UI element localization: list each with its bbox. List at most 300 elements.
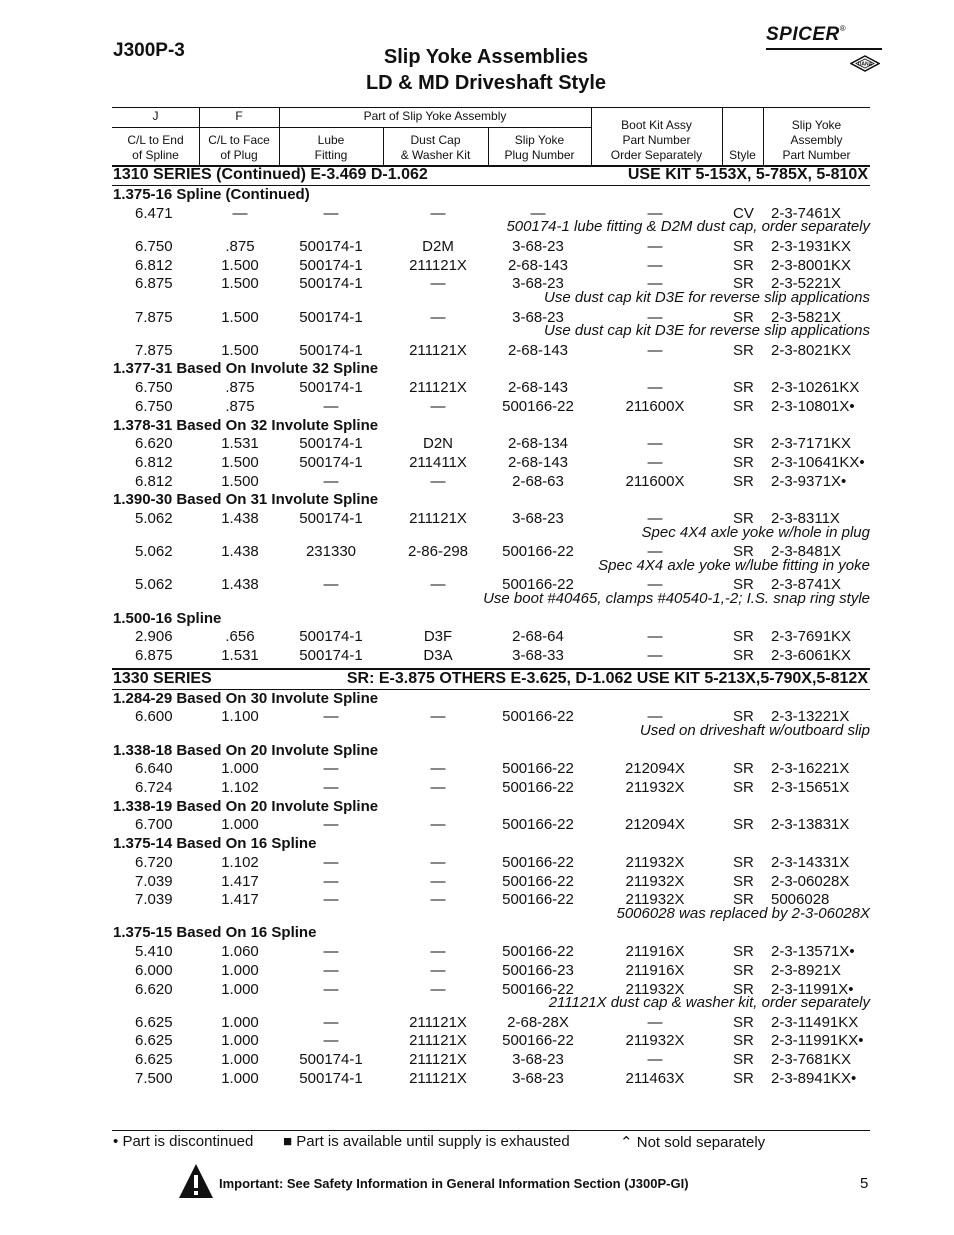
cell-boot-kit: 211932X bbox=[625, 779, 685, 796]
cell-cl-face: 1.000 bbox=[221, 1051, 259, 1069]
cell-cl-end: 6.724 bbox=[135, 779, 173, 796]
cell-dust-cap: 211121X bbox=[409, 379, 467, 397]
table-header bbox=[112, 107, 870, 167]
document-code: J300P-3 bbox=[113, 40, 185, 61]
cell-cl-face: 1.438 bbox=[221, 543, 259, 561]
cell-lube-fitting: 500174-1 bbox=[299, 256, 363, 274]
cell-style: SR bbox=[733, 1069, 754, 1087]
cell-plug-number: 500166-23 bbox=[502, 961, 574, 979]
header-plug: Slip Yoke Plug Number bbox=[504, 133, 575, 162]
cell-cl-end: 6.875 bbox=[135, 647, 173, 664]
cell-dust-cap: 211121X bbox=[409, 1032, 467, 1050]
cell-boot-kit: — bbox=[647, 453, 663, 471]
warning-icon bbox=[178, 1163, 214, 1199]
cell-lube-fitting: — bbox=[323, 472, 339, 490]
cell-boot-kit: — bbox=[647, 237, 663, 255]
cell-style: SR bbox=[733, 628, 754, 646]
cell-plug-number: 3-68-23 bbox=[512, 275, 564, 293]
cell-cl-end: 6.700 bbox=[135, 816, 173, 834]
cell-cl-face: .875 bbox=[225, 397, 255, 415]
cell-plug-number: 3-68-23 bbox=[512, 510, 564, 527]
cell-style: SR bbox=[733, 341, 754, 359]
table-row bbox=[0, 398, 954, 417]
cell-dust-cap: — bbox=[430, 779, 446, 796]
cell-dust-cap: — bbox=[430, 891, 446, 909]
cell-style: SR bbox=[733, 453, 754, 471]
spline-group-heading: 1.375-14 Based On 16 Spline bbox=[113, 835, 317, 853]
cell-lube-fitting: — bbox=[323, 872, 339, 890]
cell-style: SR bbox=[733, 1051, 754, 1069]
series-header bbox=[112, 165, 870, 185]
cell-assembly-number: 2-3-14331X bbox=[771, 853, 850, 871]
cell-style: SR bbox=[733, 510, 754, 527]
cell-dust-cap: — bbox=[430, 308, 446, 326]
dana-logo-icon bbox=[850, 55, 880, 72]
cell-lube-fitting: — bbox=[323, 576, 339, 594]
cell-assembly-number: 2-3-15651X bbox=[771, 779, 850, 796]
cell-dust-cap: D3A bbox=[423, 647, 453, 664]
cell-cl-end: 6.625 bbox=[135, 1051, 173, 1069]
cell-style: CV bbox=[733, 204, 754, 222]
cell-lube-fitting: — bbox=[323, 708, 339, 726]
row-note: Used on driveshaft w/outboard slip bbox=[639, 722, 870, 740]
cell-lube-fitting: — bbox=[323, 961, 339, 979]
title-line-1: Slip Yoke Assemblies bbox=[383, 46, 589, 68]
cell-cl-end: 7.039 bbox=[135, 891, 173, 909]
cell-cl-end: 6.620 bbox=[135, 435, 173, 453]
row-note: Spec 4X4 axle yoke w/hole in plug bbox=[641, 523, 870, 541]
cell-plug-number: 2-68-28X bbox=[507, 1013, 569, 1031]
spline-group-heading: 1.500-16 Spline bbox=[113, 609, 222, 627]
cell-cl-face: 1.102 bbox=[221, 779, 259, 796]
cell-style: SR bbox=[733, 1013, 754, 1031]
cell-lube-fitting: — bbox=[323, 853, 339, 871]
cell-style: SR bbox=[733, 275, 754, 293]
cell-lube-fitting: 500174-1 bbox=[299, 237, 363, 255]
cell-cl-end: 5.062 bbox=[135, 543, 173, 561]
cell-plug-number: 2-68-143 bbox=[507, 256, 569, 274]
cell-plug-number: — bbox=[530, 204, 546, 222]
cell-plug-number: 500166-22 bbox=[502, 872, 574, 890]
series-header bbox=[112, 669, 870, 689]
cell-dust-cap: 211121X bbox=[409, 1069, 467, 1087]
series-title: 1330 SERIES bbox=[113, 669, 212, 687]
cell-cl-end: 6.625 bbox=[135, 1032, 173, 1050]
cell-plug-number: 500166-22 bbox=[502, 708, 574, 726]
row-note: Use boot #40465, clamps #40540-1,-2; I.S. snap ring style bbox=[483, 590, 870, 608]
series-spec: SR: E-3.875 OTHERS E-3.625, D-1.062 USE KIT 5-213X,5-790X,5-812X bbox=[346, 669, 868, 687]
table-row bbox=[0, 873, 954, 892]
table-row bbox=[0, 962, 954, 981]
cell-style: SR bbox=[733, 1032, 754, 1050]
cell-plug-number: 500166-22 bbox=[502, 576, 574, 594]
table-row bbox=[0, 379, 954, 398]
cell-assembly-number: 2-3-8021KX bbox=[771, 341, 852, 359]
cell-cl-end: 6.750 bbox=[135, 237, 173, 255]
cell-dust-cap: 211121X bbox=[409, 341, 467, 359]
cell-cl-end: 7.875 bbox=[135, 308, 173, 326]
cell-assembly-number: 2-3-8741X bbox=[771, 576, 842, 594]
spline-group-heading: 1.390-30 Based On 31 Involute Spline bbox=[113, 491, 379, 509]
table-row bbox=[0, 257, 954, 276]
cell-dust-cap: D2N bbox=[422, 435, 453, 453]
table-row bbox=[0, 760, 954, 779]
cell-boot-kit: 211600X bbox=[625, 397, 685, 415]
cell-cl-face: 1.100 bbox=[221, 708, 259, 726]
table-row bbox=[0, 854, 954, 873]
cell-cl-end: 6.000 bbox=[135, 961, 173, 979]
cell-boot-kit: — bbox=[647, 628, 663, 646]
cell-boot-kit: 211463X bbox=[625, 1069, 685, 1087]
logo-rule bbox=[766, 48, 882, 50]
spline-group-heading: 1.375-15 Based On 16 Spline bbox=[113, 924, 317, 942]
cell-cl-end: 6.812 bbox=[135, 256, 173, 274]
cell-cl-end: 6.812 bbox=[135, 472, 173, 490]
cell-assembly-number: 2-3-8921X bbox=[771, 961, 842, 979]
header-dust-cap: Dust Cap & Washer Kit bbox=[400, 133, 471, 162]
cell-cl-end: 6.471 bbox=[135, 204, 173, 222]
spline-group-heading: 1.375-16 Spline (Continued) bbox=[113, 186, 310, 203]
cell-dust-cap: 211121X bbox=[409, 1051, 467, 1069]
cell-cl-face: 1.500 bbox=[221, 453, 259, 471]
cell-lube-fitting: 500174-1 bbox=[299, 628, 363, 646]
cell-cl-face: 1.531 bbox=[221, 647, 259, 664]
cell-cl-end: 6.640 bbox=[135, 760, 173, 778]
cell-cl-face: 1.500 bbox=[221, 275, 259, 293]
cell-assembly-number: 2-3-8001KX bbox=[771, 256, 852, 274]
header-j: J bbox=[152, 109, 159, 123]
header-cl-end: C/L to End of Spline bbox=[127, 133, 184, 162]
cell-style: SR bbox=[733, 472, 754, 490]
table-row bbox=[0, 1014, 954, 1033]
cell-plug-number: 2-68-64 bbox=[512, 628, 564, 646]
cell-cl-face: 1.500 bbox=[221, 308, 259, 326]
cell-lube-fitting: — bbox=[323, 1032, 339, 1050]
cell-cl-end: 6.600 bbox=[135, 708, 173, 726]
cell-dust-cap: 2-86-298 bbox=[407, 543, 469, 561]
cell-cl-face: 1.500 bbox=[221, 341, 259, 359]
cell-cl-face: .875 bbox=[225, 379, 255, 397]
cell-style: SR bbox=[733, 397, 754, 415]
cell-dust-cap: — bbox=[430, 853, 446, 871]
cell-style: SR bbox=[733, 760, 754, 778]
cell-assembly-number: 2-3-16221X bbox=[771, 760, 850, 778]
page-number: 5 bbox=[860, 1175, 869, 1192]
cell-style: SR bbox=[733, 891, 754, 909]
cell-style: SR bbox=[733, 872, 754, 890]
cell-lube-fitting: — bbox=[323, 779, 339, 796]
spline-group-heading: 1.377-31 Based On Involute 32 Spline bbox=[113, 360, 379, 378]
table-row bbox=[0, 1051, 954, 1070]
cell-plug-number: 500166-22 bbox=[502, 397, 574, 415]
cell-boot-kit: — bbox=[647, 275, 663, 293]
table-row bbox=[0, 779, 954, 798]
cell-lube-fitting: 231330 bbox=[305, 543, 357, 561]
cell-lube-fitting: 500174-1 bbox=[299, 1051, 363, 1069]
cell-dust-cap: — bbox=[430, 397, 446, 415]
cell-cl-end: 6.720 bbox=[135, 853, 173, 871]
cell-dust-cap: — bbox=[430, 275, 446, 293]
cell-plug-number: 3-68-23 bbox=[512, 1051, 564, 1069]
cell-cl-face: 1.000 bbox=[221, 961, 259, 979]
legend-discontinued: • Part is discontinued bbox=[113, 1133, 254, 1150]
row-note: 211121X dust cap & washer kit, order separately bbox=[548, 994, 870, 1012]
cell-lube-fitting: 500174-1 bbox=[299, 435, 363, 453]
cell-cl-face: 1.000 bbox=[221, 980, 259, 998]
cell-plug-number: 500166-22 bbox=[502, 779, 574, 796]
logo-sub: DANA bbox=[857, 61, 873, 68]
title-line-2: LD & MD Driveshaft Style bbox=[365, 72, 607, 94]
cell-cl-end: 7.500 bbox=[135, 1069, 173, 1087]
cell-cl-face: 1.102 bbox=[221, 853, 259, 871]
row-note: Use dust cap kit D3E for reverse slip applications bbox=[544, 322, 870, 340]
cell-assembly-number: 2-3-9371X• bbox=[771, 472, 847, 490]
cell-dust-cap: 211411X bbox=[409, 453, 467, 471]
cell-boot-kit: — bbox=[647, 341, 663, 359]
cell-style: SR bbox=[733, 308, 754, 326]
cell-lube-fitting: — bbox=[323, 891, 339, 909]
table-row bbox=[0, 943, 954, 962]
cell-lube-fitting: — bbox=[323, 1013, 339, 1031]
cell-plug-number: 500166-22 bbox=[502, 853, 574, 871]
spline-group-heading: 1.284-29 Based On 30 Involute Spline bbox=[113, 689, 379, 707]
legend-not-sold: ⌃ Not sold separately bbox=[620, 1134, 766, 1151]
logo-brand: SPICER bbox=[766, 24, 840, 45]
cell-lube-fitting: — bbox=[323, 204, 339, 222]
cell-boot-kit: — bbox=[647, 308, 663, 326]
cell-boot-kit: — bbox=[647, 647, 663, 664]
cell-assembly-number: 5006028 bbox=[771, 891, 830, 909]
cell-cl-end: 7.039 bbox=[135, 872, 173, 890]
header-assembly: Slip Yoke Assembly Part Number bbox=[782, 118, 851, 162]
cell-style: SR bbox=[733, 576, 754, 594]
cell-plug-number: 2-68-134 bbox=[507, 435, 569, 453]
cell-dust-cap: D2M bbox=[422, 237, 454, 255]
spicer-logo bbox=[766, 24, 884, 74]
cell-lube-fitting: 500174-1 bbox=[299, 1069, 363, 1087]
cell-cl-end: 6.812 bbox=[135, 453, 173, 471]
cell-style: SR bbox=[733, 980, 754, 998]
cell-assembly-number: 2-3-8941KX• bbox=[771, 1069, 857, 1087]
spline-group-heading: 1.338-18 Based On 20 Involute Spline bbox=[113, 741, 379, 759]
cell-assembly-number: 2-3-6061KX bbox=[771, 647, 852, 664]
table-row bbox=[0, 647, 954, 666]
row-note: Spec 4X4 axle yoke w/lube fitting in yoke bbox=[598, 556, 870, 574]
cell-dust-cap: — bbox=[430, 816, 446, 834]
cell-dust-cap: — bbox=[430, 961, 446, 979]
cell-assembly-number: 2-3-7171KX bbox=[771, 435, 852, 453]
cell-dust-cap: — bbox=[430, 472, 446, 490]
cell-boot-kit: — bbox=[647, 1013, 663, 1031]
cell-plug-number: 3-68-33 bbox=[512, 647, 564, 664]
cell-boot-kit: — bbox=[647, 510, 663, 527]
cell-boot-kit: — bbox=[647, 1051, 663, 1069]
cell-plug-number: 2-68-143 bbox=[507, 453, 569, 471]
series-spec: USE KIT 5-153X, 5-785X, 5-810X bbox=[627, 166, 868, 183]
cell-boot-kit: 211932X bbox=[625, 1032, 685, 1050]
cell-assembly-number: 2-3-11991KX• bbox=[771, 1032, 864, 1050]
spline-group-heading: 1.378-31 Based On 32 Involute Spline bbox=[113, 416, 379, 434]
cell-lube-fitting: 500174-1 bbox=[299, 275, 363, 293]
table-row bbox=[0, 816, 954, 835]
header-lube: Lube Fitting bbox=[314, 133, 348, 162]
header-f: F bbox=[235, 109, 243, 123]
cell-boot-kit: 211932X bbox=[625, 980, 685, 998]
table-row bbox=[0, 454, 954, 473]
cell-dust-cap: — bbox=[430, 760, 446, 778]
cell-cl-face: 1.000 bbox=[221, 816, 259, 834]
table-row bbox=[0, 238, 954, 257]
cell-assembly-number: 2-3-13831X bbox=[771, 816, 850, 834]
cell-cl-end: 6.750 bbox=[135, 397, 173, 415]
cell-cl-face: 1.438 bbox=[221, 510, 259, 527]
cell-dust-cap: — bbox=[430, 980, 446, 998]
cell-style: SR bbox=[733, 543, 754, 561]
cell-boot-kit: 212094X bbox=[624, 816, 686, 834]
cell-assembly-number: 2-3-06028X bbox=[771, 872, 850, 890]
cell-cl-face: 1.000 bbox=[221, 760, 259, 778]
cell-assembly-number: 2-3-7691KX bbox=[771, 628, 852, 646]
cell-assembly-number: 2-3-13571X• bbox=[771, 943, 855, 961]
cell-lube-fitting: 500174-1 bbox=[299, 308, 363, 326]
cell-plug-number: 500166-22 bbox=[502, 891, 574, 909]
legend-rule bbox=[112, 1130, 870, 1131]
cell-lube-fitting: — bbox=[323, 816, 339, 834]
cell-dust-cap: — bbox=[430, 708, 446, 726]
cell-boot-kit: 211932X bbox=[625, 853, 685, 871]
cell-lube-fitting: 500174-1 bbox=[299, 379, 363, 397]
cell-assembly-number: 2-3-13221X bbox=[771, 708, 850, 726]
cell-cl-end: 6.620 bbox=[135, 980, 173, 998]
row-note: 5006028 was replaced by 2-3-06028X bbox=[616, 904, 870, 922]
logo-reg: ® bbox=[839, 24, 846, 33]
cell-boot-kit: 211916X bbox=[625, 961, 685, 979]
cell-cl-face: 1.438 bbox=[221, 576, 259, 594]
cell-plug-number: 500166-22 bbox=[502, 760, 574, 778]
cell-boot-kit: — bbox=[647, 576, 663, 594]
table-row bbox=[0, 473, 954, 492]
cell-cl-end: 2.906 bbox=[135, 628, 173, 646]
cell-cl-end: 5.410 bbox=[135, 943, 173, 961]
cell-dust-cap: D3F bbox=[423, 628, 453, 646]
header-boot-kit: Boot Kit Assy Part Number Order Separately bbox=[610, 118, 703, 162]
cell-boot-kit: — bbox=[647, 708, 663, 726]
cell-cl-face: 1.060 bbox=[221, 943, 259, 961]
cell-dust-cap: — bbox=[430, 576, 446, 594]
cell-cl-end: 6.625 bbox=[135, 1013, 173, 1031]
cell-cl-face: 1.000 bbox=[221, 1069, 259, 1087]
row-note: Use dust cap kit D3E for reverse slip applications bbox=[544, 289, 870, 306]
cell-plug-number: 2-68-63 bbox=[512, 472, 564, 490]
cell-style: SR bbox=[733, 379, 754, 397]
table-row bbox=[0, 435, 954, 454]
cell-dust-cap: — bbox=[430, 872, 446, 890]
cell-style: SR bbox=[733, 256, 754, 274]
cell-assembly-number: 2-3-10261KX bbox=[771, 379, 860, 397]
row-note: 500174-1 lube fitting & D2M dust cap, order separately bbox=[506, 218, 870, 236]
cell-cl-face: 1.000 bbox=[221, 1013, 259, 1031]
cell-style: SR bbox=[733, 708, 754, 726]
header-cl-face: C/L to Face of Plug bbox=[208, 133, 270, 162]
cell-cl-face: 1.500 bbox=[221, 256, 259, 274]
cell-cl-end: 5.062 bbox=[135, 510, 173, 527]
cell-cl-face: 1.000 bbox=[221, 1032, 259, 1050]
header-style: Style bbox=[729, 148, 756, 162]
cell-plug-number: 3-68-23 bbox=[512, 237, 564, 255]
cell-plug-number: 2-68-143 bbox=[507, 341, 569, 359]
cell-assembly-number: 2-3-8481X bbox=[771, 543, 842, 561]
table-row bbox=[0, 1070, 954, 1089]
cell-dust-cap: 211121X bbox=[409, 256, 467, 274]
cell-lube-fitting: — bbox=[323, 397, 339, 415]
cell-boot-kit: 211932X bbox=[625, 872, 685, 890]
cell-boot-kit: — bbox=[647, 256, 663, 274]
cell-dust-cap: 211121X bbox=[409, 510, 467, 527]
cell-cl-end: 7.875 bbox=[135, 341, 173, 359]
cell-boot-kit: — bbox=[647, 204, 663, 222]
table-row bbox=[0, 628, 954, 647]
cell-assembly-number: 2-3-11991X• bbox=[771, 980, 854, 998]
cell-boot-kit: — bbox=[647, 543, 663, 561]
cell-cl-face: .875 bbox=[225, 237, 255, 255]
cell-boot-kit: — bbox=[647, 435, 663, 453]
cell-boot-kit: 211916X bbox=[625, 943, 685, 961]
cell-lube-fitting: — bbox=[323, 943, 339, 961]
cell-style: SR bbox=[733, 435, 754, 453]
series-title: 1310 SERIES (Continued) E-3.469 D-1.062 bbox=[113, 166, 428, 183]
cell-cl-face: 1.531 bbox=[221, 435, 259, 453]
cell-boot-kit: — bbox=[647, 379, 663, 397]
cell-cl-end: 6.750 bbox=[135, 379, 173, 397]
cell-lube-fitting: 500174-1 bbox=[299, 510, 363, 527]
spline-group-heading: 1.338-19 Based On 20 Involute Spline bbox=[113, 797, 379, 815]
cell-cl-face: .656 bbox=[225, 628, 255, 646]
header-part-group: Part of Slip Yoke Assembly bbox=[363, 109, 507, 123]
cell-assembly-number: 2-3-11491KX bbox=[771, 1013, 859, 1031]
cell-lube-fitting: — bbox=[323, 980, 339, 998]
cell-assembly-number: 2-3-10641KX• bbox=[771, 453, 865, 471]
cell-boot-kit: 212094X bbox=[624, 760, 686, 778]
cell-style: SR bbox=[733, 816, 754, 834]
cell-style: SR bbox=[733, 943, 754, 961]
cell-cl-face: 1.417 bbox=[221, 891, 259, 909]
cell-plug-number: 2-68-143 bbox=[507, 379, 569, 397]
cell-plug-number: 3-68-23 bbox=[512, 1069, 564, 1087]
cell-style: SR bbox=[733, 237, 754, 255]
legend-supply: ■ Part is available until supply is exhausted bbox=[283, 1133, 570, 1150]
cell-assembly-number: 2-3-5821X bbox=[771, 308, 842, 326]
cell-assembly-number: 2-3-1931KX bbox=[771, 237, 852, 255]
table-row bbox=[0, 1032, 954, 1051]
cell-cl-end: 6.875 bbox=[135, 275, 173, 293]
cell-cl-face: — bbox=[232, 204, 248, 222]
cell-assembly-number: 2-3-7461X bbox=[771, 204, 842, 222]
cell-assembly-number: 2-3-7681KX bbox=[771, 1051, 852, 1069]
cell-plug-number: 3-68-23 bbox=[512, 308, 564, 326]
cell-style: SR bbox=[733, 961, 754, 979]
cell-cl-face: 1.417 bbox=[221, 872, 259, 890]
cell-plug-number: 500166-22 bbox=[502, 980, 574, 998]
cell-cl-end: 5.062 bbox=[135, 576, 173, 594]
cell-boot-kit: 211600X bbox=[625, 472, 685, 490]
table-row bbox=[0, 342, 954, 361]
cell-lube-fitting: — bbox=[323, 760, 339, 778]
cell-style: SR bbox=[733, 779, 754, 796]
cell-lube-fitting: 500174-1 bbox=[299, 453, 363, 471]
cell-cl-face: 1.500 bbox=[221, 472, 259, 490]
cell-boot-kit: 211932X bbox=[625, 891, 685, 909]
cell-plug-number: 500166-22 bbox=[502, 1032, 574, 1050]
